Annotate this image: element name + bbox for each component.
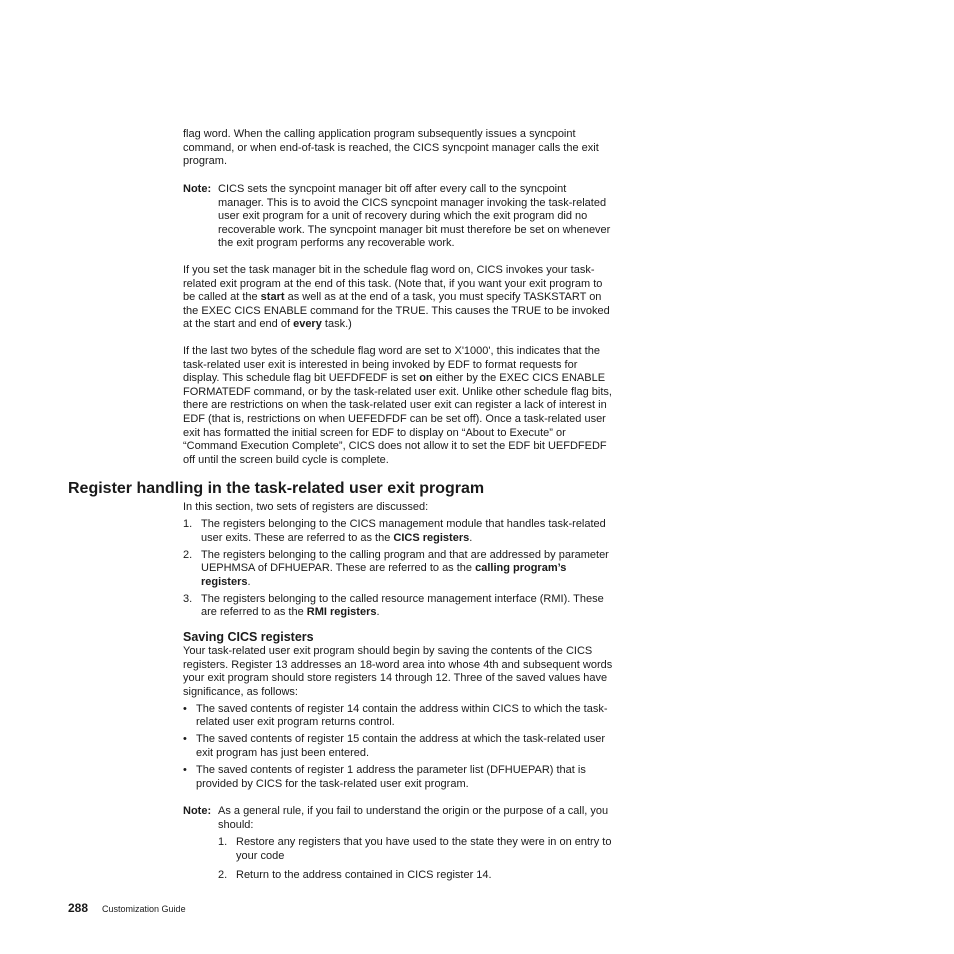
list-item: [218, 836, 613, 863]
bold-every: every: [293, 318, 322, 331]
text-run: as well as at the end of a task, you must specify TASKSTART on the EXEC CICS ENABLE command for the TRUE. This causes the TRUE to be invoked at the start and end of: [183, 291, 610, 331]
list-text: [201, 518, 613, 545]
bold-on: on: [419, 372, 433, 385]
text-run: .: [247, 575, 251, 588]
subsection-heading: Saving CICS registers: [183, 630, 314, 644]
section-heading: Register handling in the task-related user exit program: [68, 480, 485, 497]
note-steps-list: [183, 836, 613, 883]
bullet-item: [183, 764, 613, 791]
text-run: The registers belonging to the calling program and that are addressed by parameter UEPHMSA of DFHUEPAR. These are referred to as the: [201, 548, 609, 575]
note-row: [183, 805, 613, 832]
section-body: [183, 501, 613, 623]
text-run: task.): [321, 318, 352, 331]
bullet-item: [183, 733, 613, 760]
text-run: either by the EXEC CICS ENABLE FORMATEDF command, or by the task-related user exit. Unlike other schedule flag bits, there are restrictions on when the task-related user exit can register a lack of interest in EDF (that is, restrictions on when UEFEDFDF can be set off). Once a task-related user exit has formatted the initial screen for EDF to display on “About to Execute” or “Command Execution Complete”, CICS does not allow it to set the EDF bit UEFDFEDF off until the screen build cycle is complete.: [183, 372, 612, 466]
note-text: As a general rule, if you fail to understand the origin or the purpose of a call, you should:: [218, 805, 609, 831]
note-general-rule: [183, 805, 613, 886]
bullet-mark: •: [183, 763, 187, 776]
list-item: [183, 518, 613, 545]
bullet-text: The saved contents of register 14 contain the address within CICS to which the task-related user exit program returns control.: [196, 702, 608, 729]
paragraph-edf: [183, 345, 613, 467]
list-text: Return to the address contained in CICS register 14.: [236, 869, 492, 882]
list-item: [218, 869, 613, 883]
subsection-body: [183, 629, 613, 795]
list-item: [183, 549, 613, 590]
register-list: [183, 518, 613, 620]
page-footer: [68, 901, 186, 915]
text-run: The registers belonging to the called resource management interface (RMI). These are referred to as the: [201, 592, 604, 619]
bold-term: RMI registers: [306, 606, 377, 619]
note-syncpoint: [183, 183, 613, 251]
text-run: .: [376, 606, 380, 619]
list-text: [201, 593, 613, 620]
bold-term: CICS registers: [393, 531, 470, 544]
text-run: If you set the task manager bit in the schedule flag word on, CICS invokes your task-related exit program at the end of this task. (Note that, if you want your exit program to be called at the: [183, 264, 603, 304]
note-label: Note:: [183, 183, 212, 195]
saved-values-list: [183, 703, 613, 791]
text-run: If the last two bytes of the schedule flag word are set to X'1000', this indicates that the task-related user exit is interested in being invoked by EDF to format requests for display. This schedule flag bit UEFDFEDF is set: [183, 345, 600, 385]
paragraph-task-manager-bit: [183, 264, 613, 332]
bullet-text: The saved contents of register 15 contain the address at which the task-related user exit program has just been entered.: [196, 733, 606, 759]
bold-term: calling program’s registers: [201, 562, 567, 588]
bullet-mark: •: [183, 733, 187, 746]
list-number: 2.: [218, 869, 228, 882]
note-text: CICS sets the syncpoint manager bit off after every call to the syncpoint manager. This is to avoid the CICS syncpoint manager invoking the task-related user exit program for a unit of recovery during which the exit program did no recoverable work. The syncpoint manager bit must therefore be set on whenever the exit program performs any recoverable work.: [218, 183, 611, 250]
list-text: Restore any registers that you have used to the state they were in on entry to your code: [236, 836, 612, 862]
list-number: 3.: [183, 592, 193, 605]
note-label: Note:: [183, 805, 212, 817]
list-item: [183, 593, 613, 620]
text-run: The registers belonging to the CICS management module that handles task-related user exits. These are referred to as the: [201, 517, 606, 544]
paragraph-flag-word: flag word. When the calling application program subsequently issues a syncpoint command, or when end-of-task is reached, the CICS syncpoint manager calls the exit program.: [183, 128, 599, 168]
section-intro: In this section, two sets of registers are discussed:: [183, 501, 429, 513]
list-number: 1.: [218, 836, 228, 849]
text-run: .: [469, 531, 473, 544]
book-title: Customization Guide: [102, 904, 186, 914]
subsection-intro: Your task-related user exit program should begin by saving the contents of the CICS registers. Register 13 addresses an 18-word area into whose 4th and subsequent words your exit program should store registers 14 through 12. Three of the saved values have significance, as follows:: [183, 645, 613, 698]
bold-start: start: [260, 291, 285, 304]
list-number: 2.: [183, 548, 193, 561]
bullet-text: The saved contents of register 1 address the parameter list (DFHUEPAR) that is provided by CICS for the task-related user exit program.: [196, 763, 586, 790]
bullet-mark: •: [183, 702, 187, 715]
list-number: 1.: [183, 517, 193, 530]
list-text: [201, 549, 613, 590]
bullet-item: [183, 703, 613, 730]
page-number: 288: [68, 901, 89, 915]
